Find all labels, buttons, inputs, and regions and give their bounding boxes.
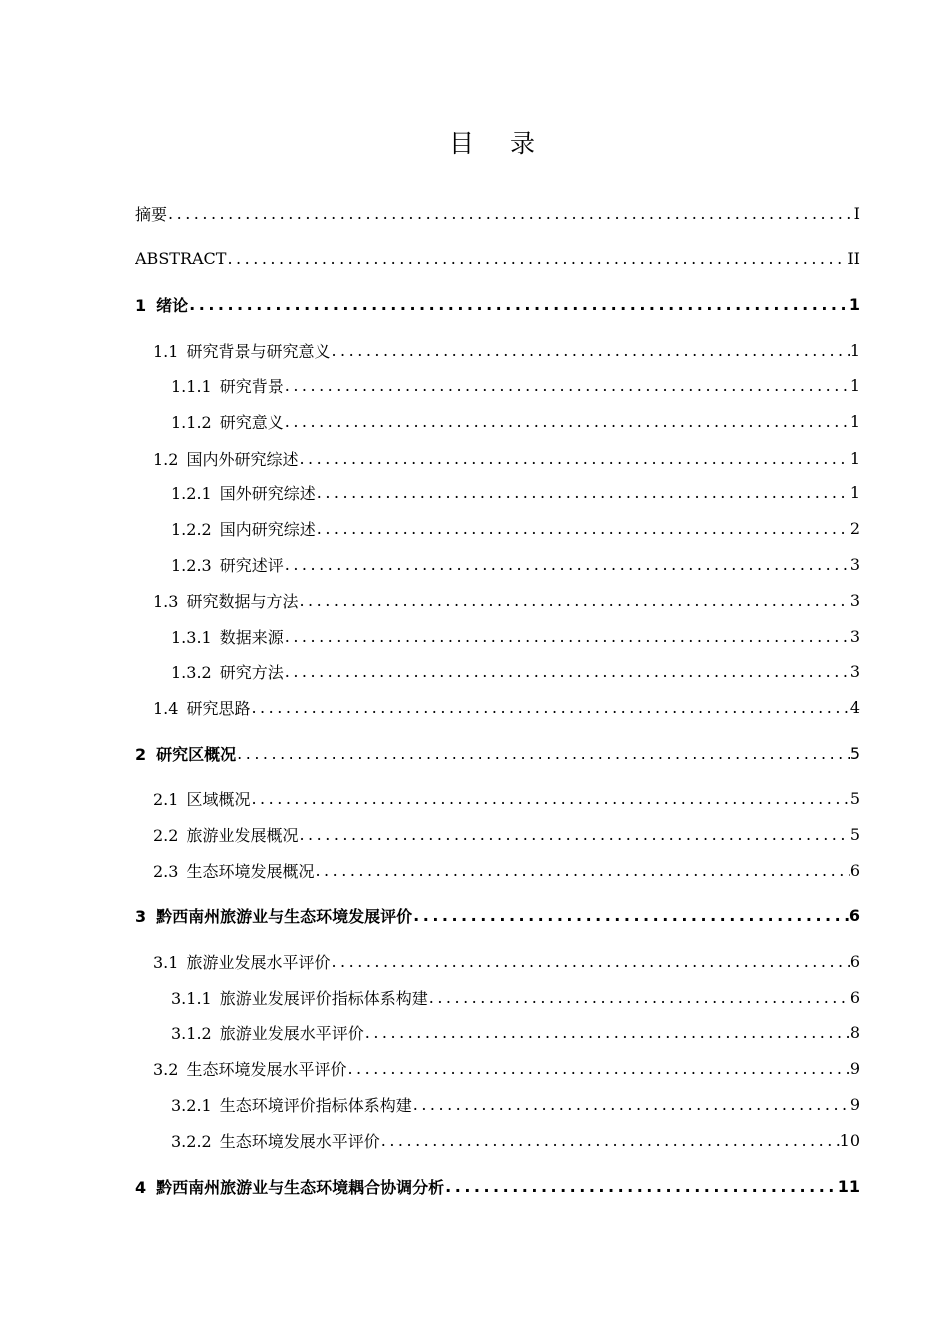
toc-entry-number: 1.1.2	[171, 412, 212, 432]
toc-entry-text: 摘要	[135, 204, 168, 224]
toc-leader-dots	[330, 341, 849, 360]
toc-entry-text: 研究背景	[219, 376, 284, 396]
toc-entry[interactable]	[171, 1020, 860, 1044]
toc-entry-page: 3	[849, 626, 860, 646]
toc-leader-dots	[298, 449, 849, 468]
toc-leader-dots	[226, 249, 847, 268]
toc-entry[interactable]	[135, 741, 860, 765]
toc-entry-page: 3	[849, 554, 860, 574]
toc-entry-number: 1.2.3	[171, 555, 212, 575]
toc-entry-number: 3.1.2	[171, 1023, 212, 1043]
toc-entry-number: 3	[135, 906, 147, 926]
toc-entry-page: 6	[849, 860, 860, 880]
toc-leader-dots	[380, 1131, 840, 1150]
toc-leader-dots	[236, 744, 850, 763]
toc-entry[interactable]	[135, 1174, 860, 1198]
toc-entry[interactable]	[171, 480, 860, 504]
toc-leader-dots	[330, 952, 849, 971]
toc-entry-text: ABSTRACT	[135, 248, 227, 268]
toc-entry[interactable]	[171, 516, 860, 540]
toc-entry-number: 1.2.2	[171, 519, 212, 539]
toc-entry-page: 1	[849, 340, 860, 360]
toc-entry-page: 3	[849, 590, 860, 610]
toc-entry-text: 生态环境发展概况	[186, 861, 315, 881]
toc-leader-dots	[364, 1023, 850, 1042]
toc-entry-text: 旅游业发展概况	[186, 825, 299, 845]
toc-entry-page: I	[853, 203, 860, 223]
toc-entry[interactable]	[153, 695, 860, 719]
toc-entry-number: 1.4	[153, 698, 179, 718]
toc-entry-text: 国内外研究综述	[186, 449, 299, 469]
toc-entry-number: 1.2	[153, 449, 179, 469]
toc-entry-number: 1.3.1	[171, 627, 212, 647]
toc-entry-number: 1.3	[153, 591, 179, 611]
toc-entry[interactable]	[153, 338, 860, 362]
toc-entry-text: 研究述评	[219, 555, 284, 575]
toc-entry-page: II	[847, 248, 860, 268]
toc-leader-dots	[250, 698, 849, 717]
toc-leader-dots	[316, 483, 850, 502]
toc-entry-page: 9	[849, 1094, 860, 1114]
toc-entry-page: 1	[849, 411, 860, 431]
toc-entry-text: 研究数据与方法	[186, 591, 299, 611]
toc-entry-page: 5	[849, 824, 860, 844]
toc-entry[interactable]	[171, 659, 860, 683]
toc-entry[interactable]	[171, 1092, 860, 1116]
toc-entry[interactable]	[135, 246, 860, 270]
toc-entry[interactable]	[153, 858, 860, 882]
toc-entry-page: 2	[849, 518, 860, 538]
toc-entry-text: 区域概况	[186, 789, 251, 809]
toc-entry-text: 国外研究综述	[219, 483, 316, 503]
toc-entry-text: 研究思路	[186, 698, 251, 718]
toc-leader-dots	[412, 906, 849, 925]
toc-entry-page: 6	[848, 905, 860, 925]
toc-leader-dots	[284, 412, 850, 431]
toc-entry-page: 6	[849, 951, 860, 971]
toc-leader-dots	[284, 662, 850, 681]
toc-entry[interactable]	[153, 588, 860, 612]
toc-entry-text: 生态环境评价指标体系构建	[219, 1095, 412, 1115]
toc-leader-dots	[284, 627, 850, 646]
toc-entry-page: 4	[849, 697, 860, 717]
toc-entry-number: 2.3	[153, 861, 179, 881]
toc-entry-text: 研究区概况	[156, 744, 237, 764]
toc-entry-text: 黔西南州旅游业与生态环境耦合协调分析	[156, 1177, 445, 1197]
toc-entry[interactable]	[153, 446, 860, 470]
toc-leader-dots	[284, 555, 850, 574]
toc-leader-dots	[316, 519, 850, 538]
toc-entry-text: 生态环境发展水平评价	[186, 1059, 347, 1079]
toc-entry[interactable]	[153, 786, 860, 810]
toc-entry-text: 研究意义	[219, 412, 284, 432]
toc-entry-text: 旅游业发展水平评价	[219, 1023, 364, 1043]
toc-entry-number: 3.2.1	[171, 1095, 212, 1115]
toc-entry-number: 3.1.1	[171, 988, 212, 1008]
toc-entry-page: 10	[839, 1130, 860, 1150]
toc-entry-number: 3.2.2	[171, 1131, 212, 1151]
toc-leader-dots	[250, 789, 849, 808]
toc-entry-page: 1	[849, 448, 860, 468]
toc-entry-text: 研究方法	[219, 662, 284, 682]
toc-entry[interactable]	[153, 949, 860, 973]
toc-entry-number: 1.1	[153, 341, 179, 361]
toc-entry[interactable]	[171, 552, 860, 576]
toc-entry-page: 1	[849, 482, 860, 502]
toc-entry-number: 4	[135, 1177, 147, 1197]
toc-entry[interactable]	[171, 985, 860, 1009]
toc-entry-number: 1.2.1	[171, 483, 212, 503]
toc-entry-text: 黔西南州旅游业与生态环境发展评价	[156, 906, 413, 926]
toc-leader-dots	[444, 1177, 838, 1196]
toc-entry[interactable]	[135, 201, 860, 225]
toc-entry[interactable]	[171, 1128, 860, 1152]
toc-entry-number: 1	[135, 295, 147, 315]
toc-entry-number: 3.1	[153, 952, 179, 972]
toc-entry-page: 1	[848, 294, 860, 314]
toc-entry-page: 5	[849, 743, 860, 763]
toc-entry-text: 绪论	[156, 295, 189, 315]
toc-entry-page: 5	[849, 788, 860, 808]
toc-entry[interactable]	[171, 624, 860, 648]
toc-leader-dots	[298, 591, 849, 610]
toc-entry-page: 1	[849, 375, 860, 395]
toc-entry-text: 旅游业发展评价指标体系构建	[219, 988, 428, 1008]
toc-entry-number: 2	[135, 744, 147, 764]
toc-entry-page: 3	[849, 661, 860, 681]
toc-entry-number: 1.3.2	[171, 662, 212, 682]
toc-entry-text: 生态环境发展水平评价	[219, 1131, 380, 1151]
toc-entry-page: 9	[849, 1058, 860, 1078]
toc-entry[interactable]	[135, 292, 860, 316]
toc-entry[interactable]	[171, 373, 860, 397]
toc-leader-dots	[346, 1059, 849, 1078]
toc-entry-number: 2.2	[153, 825, 179, 845]
toc-entry[interactable]	[153, 1056, 860, 1080]
toc-entry[interactable]	[153, 822, 860, 846]
toc-entry-page: 8	[849, 1022, 860, 1042]
toc-entry-page: 6	[849, 987, 860, 1007]
toc-leader-dots	[298, 825, 849, 844]
toc-entry-text: 研究背景与研究意义	[186, 341, 331, 361]
toc-entry-number: 1.1.1	[171, 376, 212, 396]
toc-entry[interactable]	[135, 903, 860, 927]
toc-entry-text: 旅游业发展水平评价	[186, 952, 331, 972]
toc-leader-dots	[284, 376, 850, 395]
toc-entry-page: 11	[837, 1176, 860, 1196]
toc-leader-dots	[428, 988, 850, 1007]
toc-entry[interactable]	[171, 409, 860, 433]
toc-entry-text: 国内研究综述	[219, 519, 316, 539]
toc-title: 目 录	[449, 129, 549, 158]
toc-entry-text: 数据来源	[219, 627, 284, 647]
toc-leader-dots	[167, 204, 850, 223]
toc-leader-dots	[314, 861, 849, 880]
toc-entry-number: 3.2	[153, 1059, 179, 1079]
toc-leader-dots	[412, 1095, 850, 1114]
toc-leader-dots	[188, 295, 849, 314]
toc-entry-number: 2.1	[153, 789, 179, 809]
